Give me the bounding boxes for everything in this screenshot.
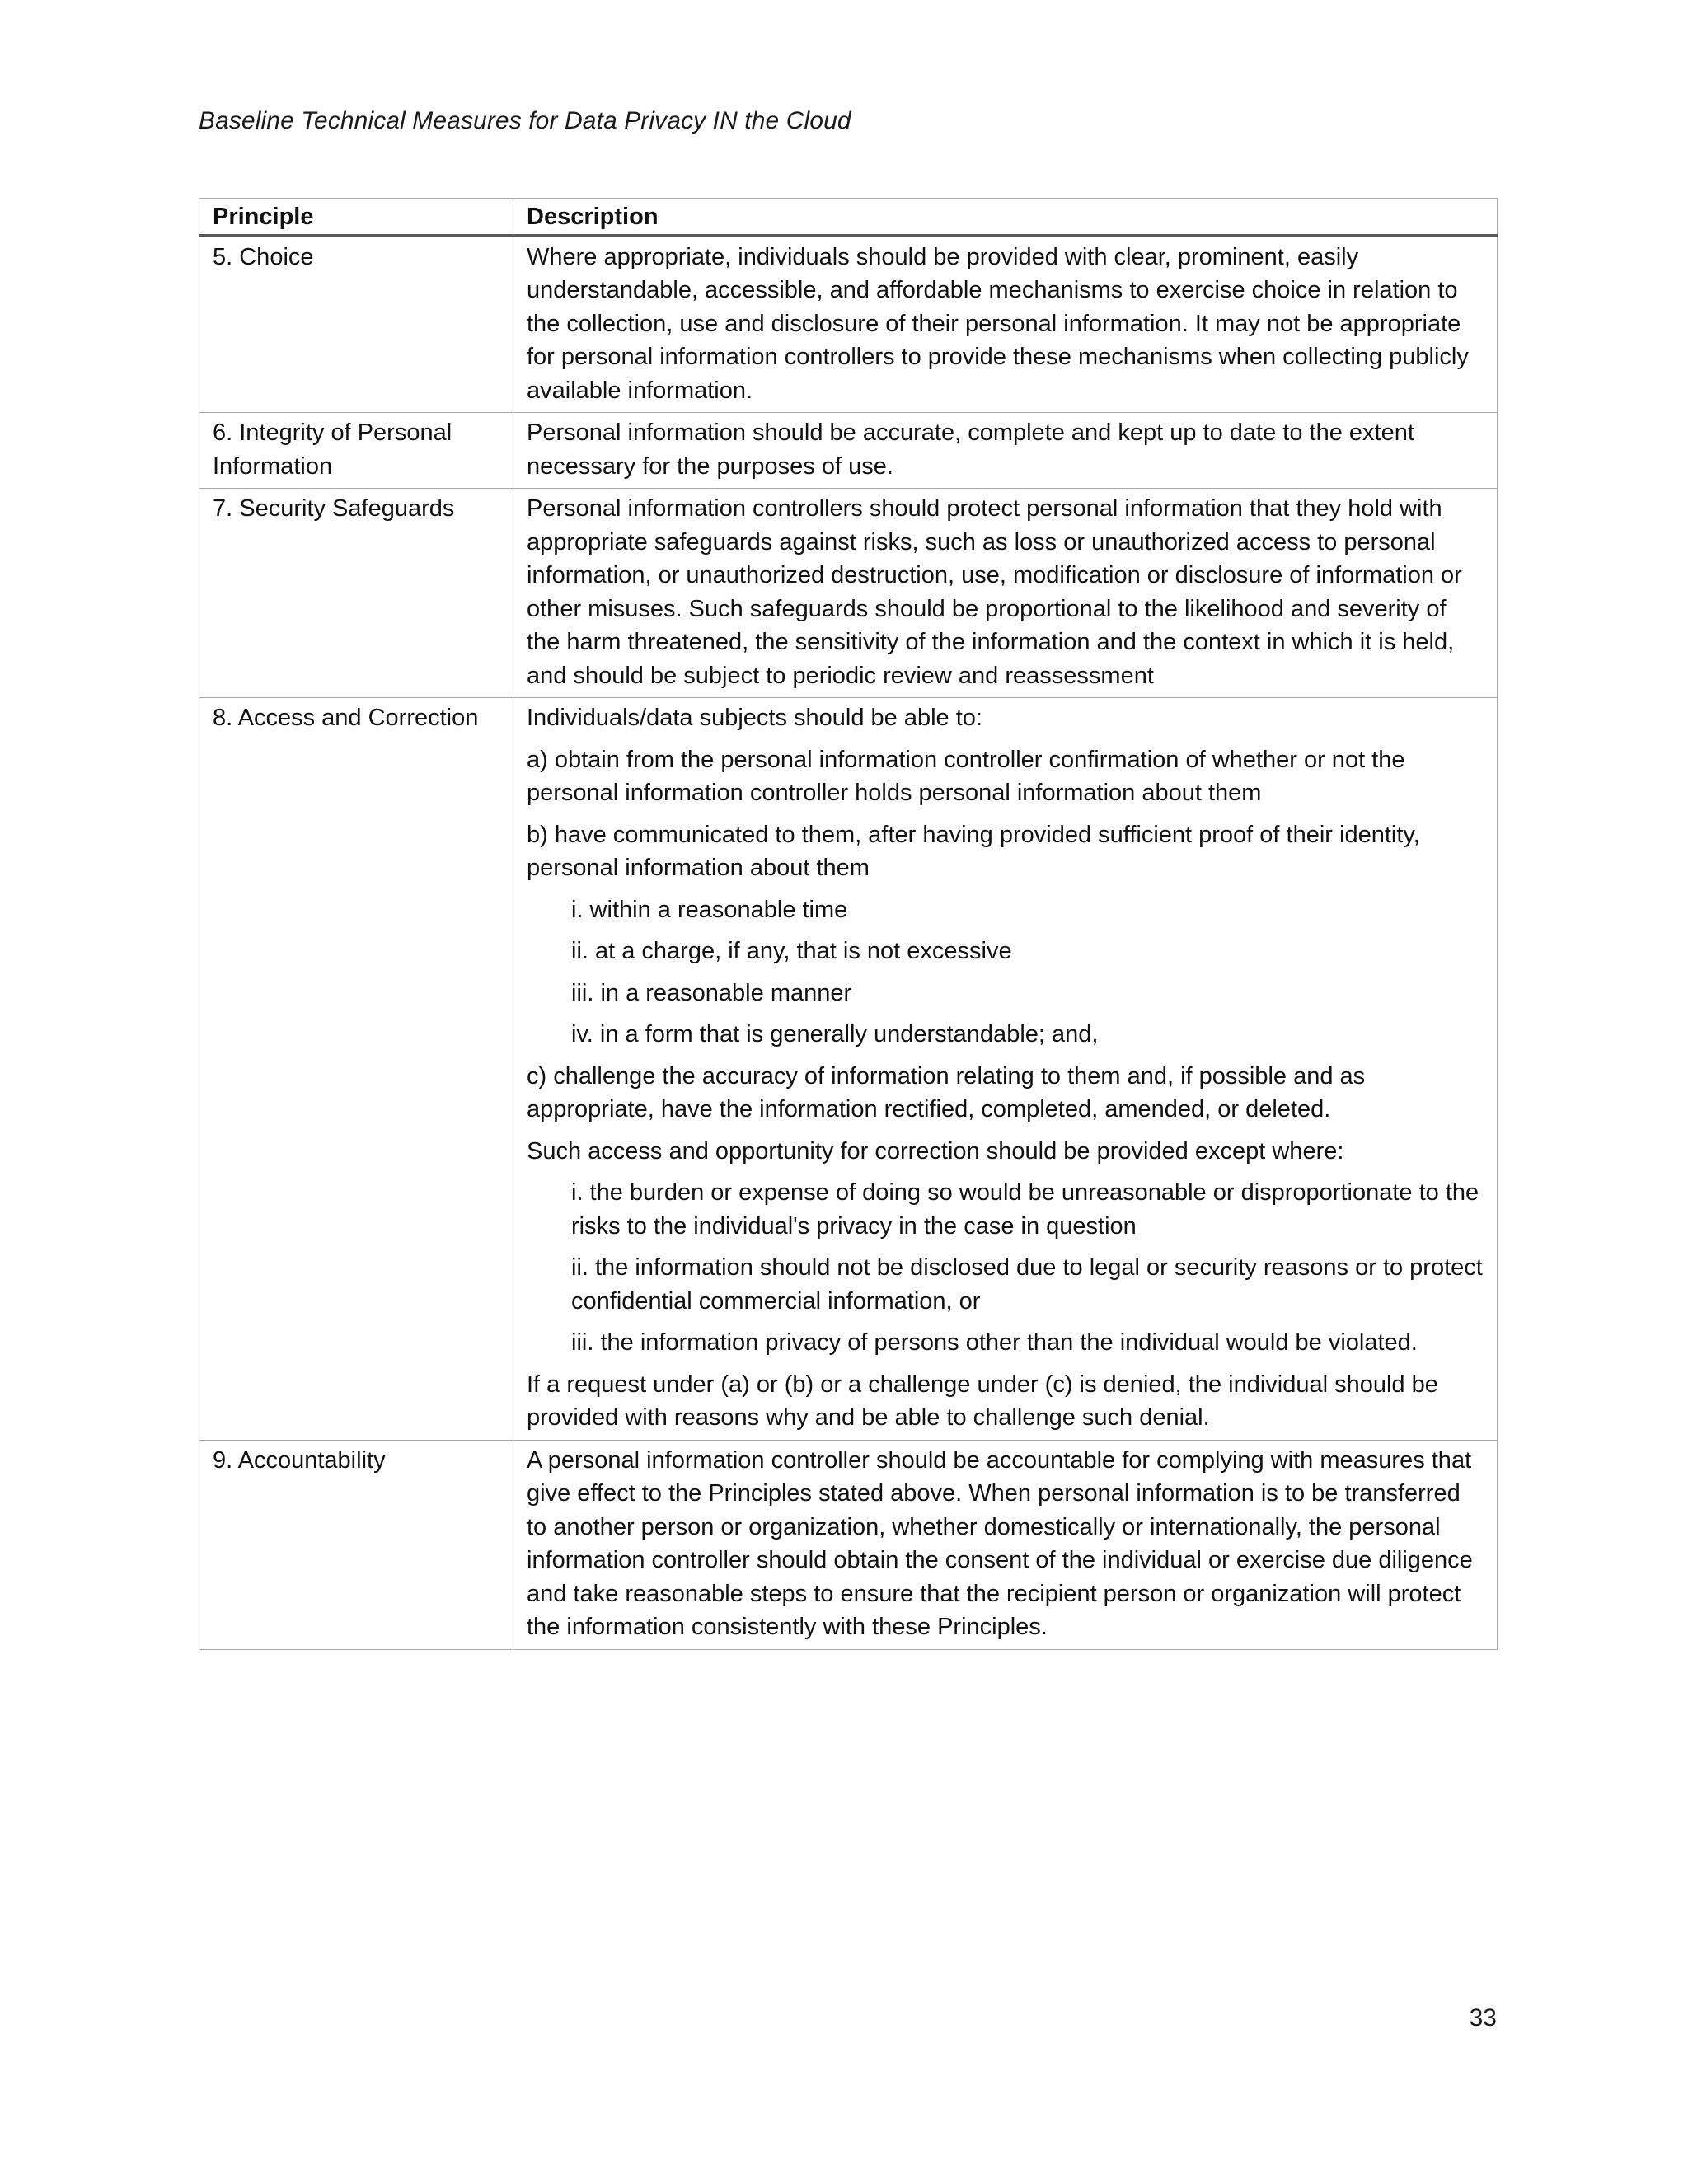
table-body xyxy=(199,236,1498,1650)
principle-cell: 5. Choice xyxy=(199,236,513,413)
description-paragraph: c) challenge the accuracy of information relating to them and, if possible and as appropriate, have the information rectified, completed, amended, or deleted. xyxy=(527,1062,1366,1122)
principle-cell: 8. Access and Correction xyxy=(199,698,513,1441)
table-row xyxy=(199,413,1498,489)
description-subitem: i. the burden or expense of doing so would be unreasonable or disproportionate to the risks to the individual's privacy in the case in question xyxy=(571,1179,1479,1240)
description-cell xyxy=(513,413,1498,489)
description-paragraph: b) have communicated to them, after having provided sufficient proof of their identity, personal information about them xyxy=(527,821,1420,881)
principles-table xyxy=(199,198,1498,1650)
description-subitem: iii. in a reasonable manner xyxy=(571,979,852,1006)
description-paragraph: Individuals/data subjects should be able to: xyxy=(527,705,982,731)
running-header: Baseline Technical Measures for Data Privacy IN the Cloud xyxy=(199,107,851,134)
column-header-description: Description xyxy=(513,199,1498,236)
description-cell xyxy=(513,1440,1498,1649)
table-row xyxy=(199,236,1498,413)
table-row xyxy=(199,1440,1498,1649)
description-subitem: iii. the information privacy of persons other than the individual would be violated. xyxy=(571,1329,1418,1356)
description-paragraph: If a request under (a) or (b) or a challenge under (c) is denied, the individual should be provided with reasons why and be able to challenge such denial. xyxy=(527,1371,1438,1431)
description-paragraph: Where appropriate, individuals should be provided with clear, prominent, easily understandable, accessible, and affordable mechanisms to exercise choice in relation to the collection, use and disclosure of their personal information. It may not be appropriate for personal information controllers to provide these mechanisms when collecting publicly available information. xyxy=(527,243,1469,404)
table-row xyxy=(199,489,1498,698)
table-header-row xyxy=(199,199,1498,236)
principle-cell: 7. Security Safeguards xyxy=(199,489,513,698)
description-paragraph: Such access and opportunity for correction should be provided except where: xyxy=(527,1137,1344,1165)
description-subitem: ii. the information should not be disclosed due to legal or security reasons or to protect confidential commercial information, or xyxy=(571,1254,1483,1315)
description-cell xyxy=(513,236,1498,413)
description-cell xyxy=(513,489,1498,698)
description-paragraph: Personal information controllers should protect personal information that they hold with appropriate safeguards against risks, such as loss or unauthorized access to personal information, or unauthorized destruction, use, modification or disclosure of information or other misuses. Such safeguards should be proportional to the likelihood and severity of the harm threatened, the sensitivity of the information and the context in which it is held, and should be subject to periodic review and reassessment xyxy=(527,495,1462,689)
description-subitem: ii. at a charge, if any, that is not excessive xyxy=(571,938,1012,964)
table-row xyxy=(199,698,1498,1441)
page-number: 33 xyxy=(1469,2004,1497,2032)
description-paragraph: A personal information controller should be accountable for complying with measures that give effect to the Principles stated above. When personal information is to be transferred to another person or organization, whether domestically or internationally, the personal information controller should obtain the consent of the individual or exercise due diligence and take reasonable steps to ensure that the recipient person or organization will protect the information consistently with these Principles. xyxy=(527,1446,1473,1640)
description-subitem: iv. in a form that is generally understandable; and, xyxy=(571,1021,1099,1047)
principle-cell: 6. Integrity of Personal Information xyxy=(199,413,513,489)
description-subitem: i. within a reasonable time xyxy=(571,896,848,923)
description-paragraph: Personal information should be accurate, complete and kept up to date to the extent necessary for the purposes of use. xyxy=(527,419,1414,480)
principle-cell: 9. Accountability xyxy=(199,1440,513,1649)
column-header-principle: Principle xyxy=(199,199,513,236)
description-paragraph: a) obtain from the personal information controller confirmation of whether or not the personal information controller holds personal information about them xyxy=(527,746,1405,806)
description-cell xyxy=(513,698,1498,1441)
